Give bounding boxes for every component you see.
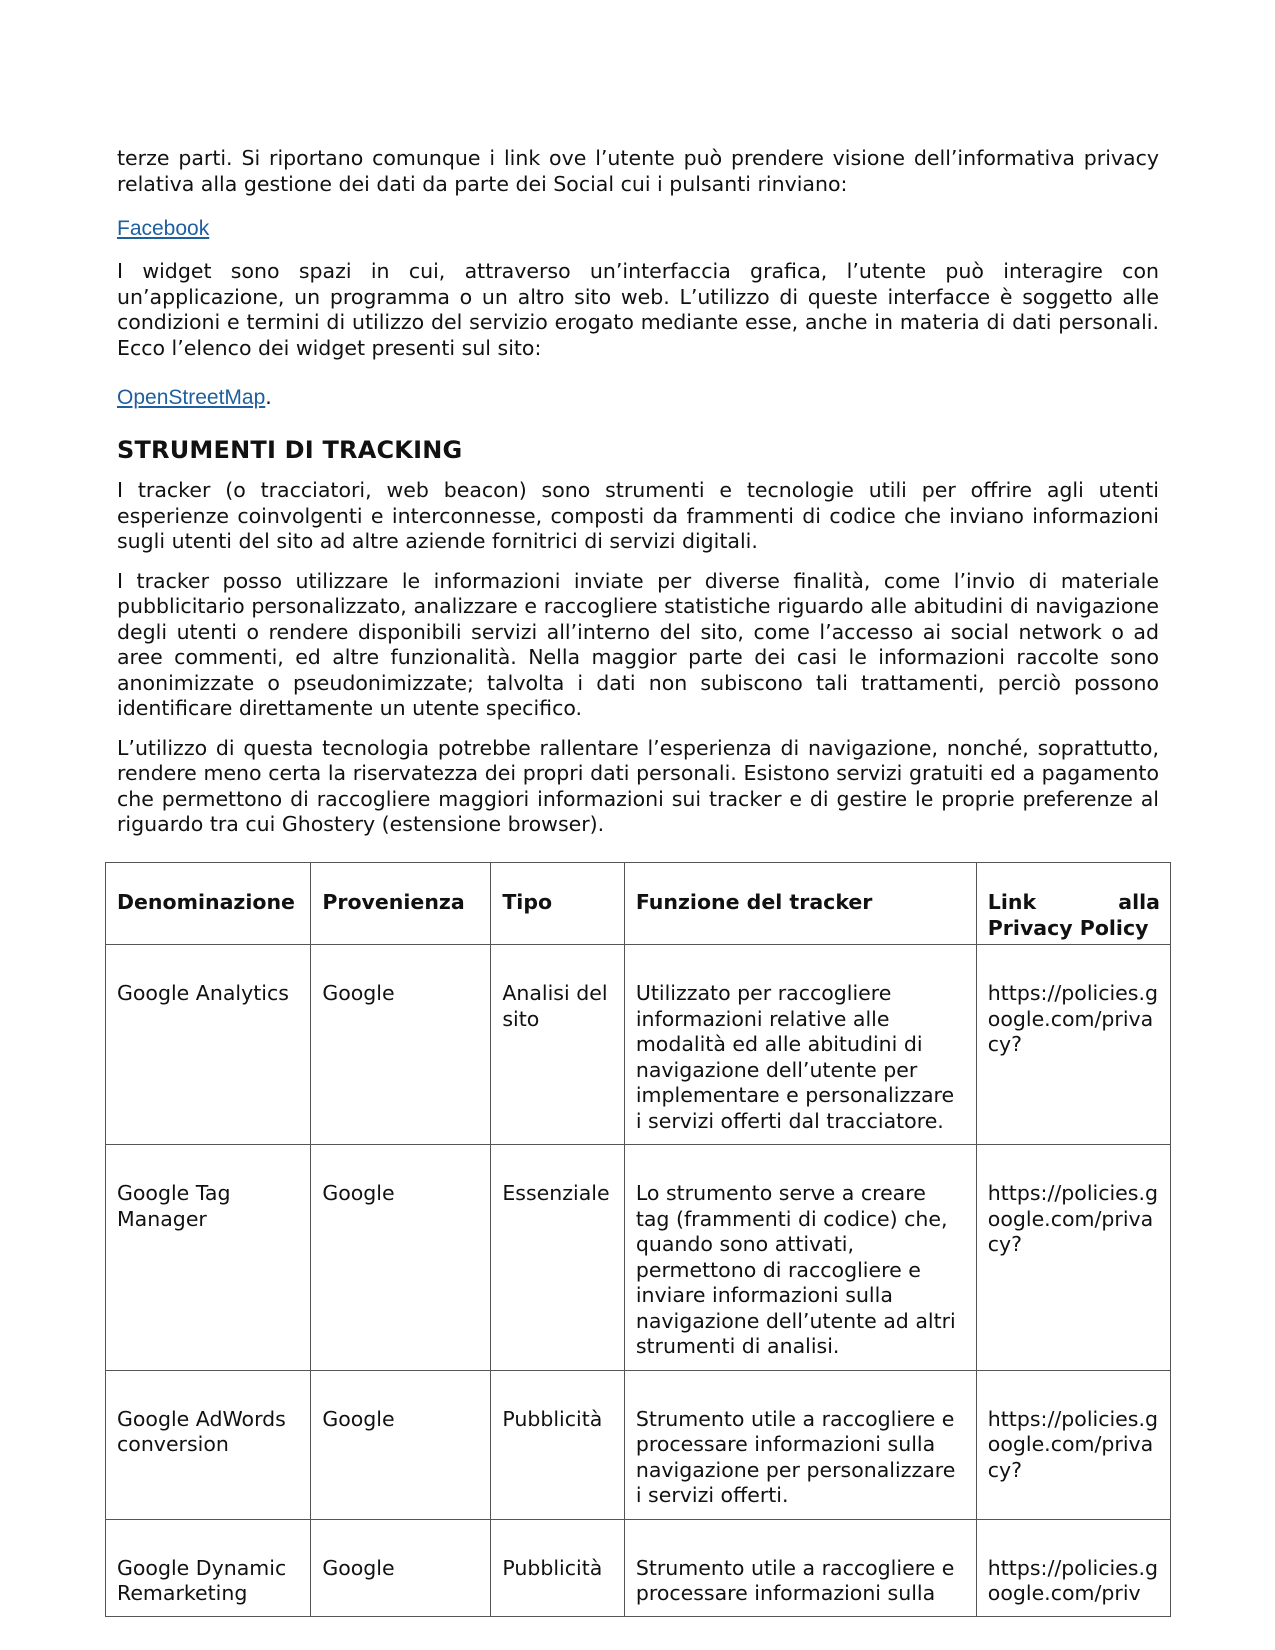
document-page (117, 146, 1159, 838)
tracker-usage-paragraph: I tracker posso utilizzare le informazioni inviate per diverse finalità, come l’invio di materiale pubblicitario personalizzato, analizzare e raccogliere statistiche riguardo alle abitudini di navigazione degli utenti o rendere disponibili servizi all’interno del sito, come l’accesso ai social network o ad aree commenti, ed altre funzionalità. Nella maggior parte dei casi le informazioni raccolte sono anonimizzate o pseudonimizzate; talvolta i dati non subiscono tali trattamenti, perciò possono identificare direttamente un utente specifico. (117, 568, 1159, 720)
cell-funzione: Strumento utile a raccogliere e processare informazioni sulla navigazione per personalizzare i servizi offerti. (624, 1370, 976, 1519)
header-tipo: Tipo (491, 863, 625, 945)
header-link-word: Link (987, 890, 1037, 914)
tracker-privacy-paragraph: L’utilizzo di questa tecnologia potrebbe rallentare l’esperienza di navigazione, nonché, soprattutto, rendere meno certa la riservatezza dei propri dati personali. Esistono servizi gratuiti ed a pagamento che permettono di raccogliere maggiori informazioni sui tracker e di gestire le proprie preferenze al riguardo tra cui Ghostery (estensione browser). (117, 735, 1159, 836)
trackers-table (105, 862, 1171, 1617)
header-funzione: Funzione del tracker (624, 863, 976, 945)
cell-provenienza: Google (311, 1145, 491, 1371)
cell-denominazione: Google Dynamic Remarketing (106, 1519, 311, 1616)
cell-privacy-link[interactable]: https://policies.google.com/privacy? (976, 1370, 1170, 1519)
cell-tipo: Pubblicità (491, 1370, 625, 1519)
widgets-paragraph: I widget sono spazi in cui, attraverso un’interfaccia grafica, l’utente può interagire con un’applicazione, un programma o un altro sito web. L’utilizzo di queste interfacce è soggetto alle condizioni e termini di utilizzo del servizio erogato mediante esse, anche in materia di dati personali. Ecco l’elenco dei widget presenti sul sito: (117, 259, 1159, 360)
cell-tipo: Essenziale (491, 1145, 625, 1371)
table-row (106, 1145, 1171, 1371)
cell-denominazione: Google Tag Manager (106, 1145, 311, 1371)
header-alla-word: alla (1118, 890, 1160, 914)
header-provenienza: Provenienza (311, 863, 491, 945)
table-header-row (106, 863, 1171, 945)
header-link-privacy (976, 863, 1170, 945)
table-row (106, 945, 1171, 1145)
cell-funzione: Strumento utile a raccogliere e processare informazioni sulla (624, 1519, 976, 1616)
openstreetmap-link-line (117, 385, 1159, 410)
tracker-intro-paragraph: I tracker (o tracciatori, web beacon) sono strumenti e tecnologie utili per offrire agli utenti esperienze coinvolgenti e interconnesse, composti da frammenti di codice che inviano informazioni sugli utenti del sito ad altre aziende fornitrici di servizi digitali. (117, 478, 1159, 553)
cell-privacy-link[interactable]: https://policies.google.com/privacy? (976, 1145, 1170, 1371)
cell-privacy-link[interactable]: https://policies.google.com/priv (976, 1519, 1170, 1616)
section-title: STRUMENTI DI TRACKING (117, 436, 463, 464)
openstreetmap-link[interactable]: OpenStreetMap (117, 386, 266, 409)
cell-privacy-link[interactable]: https://policies.google.com/privacy? (976, 945, 1170, 1145)
header-privacy-policy-words: Privacy Policy (987, 915, 1149, 940)
header-denominazione: Denominazione (106, 863, 311, 945)
cell-provenienza: Google (311, 1370, 491, 1519)
facebook-link-line (117, 217, 1159, 241)
cell-funzione: Lo strumento serve a creare tag (frammenti di codice) che, quando sono attivati, permettono di raccogliere e inviare informazioni sulla navigazione dell’utente ad altri strumenti di analisi. (624, 1145, 976, 1371)
cell-provenienza: Google (311, 945, 491, 1145)
cell-tipo: Analisi del sito (491, 945, 625, 1145)
cell-denominazione: Google Analytics (106, 945, 311, 1145)
table-row (106, 1519, 1171, 1616)
cell-tipo: Pubblicità (491, 1519, 625, 1616)
openstreetmap-suffix: . (265, 385, 272, 409)
cell-funzione: Utilizzato per raccogliere informazioni relative alle modalità ed alle abitudini di navigazione dell’utente per implementare e personalizzare i servizi offerti dal tracciatore. (624, 945, 976, 1145)
facebook-link[interactable]: Facebook (117, 217, 210, 240)
cell-denominazione: Google AdWords conversion (106, 1370, 311, 1519)
intro-paragraph: terze parti. Si riportano comunque i link ove l’utente può prendere visione dell’informativa privacy relativa alla gestione dei dati da parte dei Social cui i pulsanti rinviano: (117, 146, 1159, 196)
table-row (106, 1370, 1171, 1519)
cell-provenienza: Google (311, 1519, 491, 1616)
